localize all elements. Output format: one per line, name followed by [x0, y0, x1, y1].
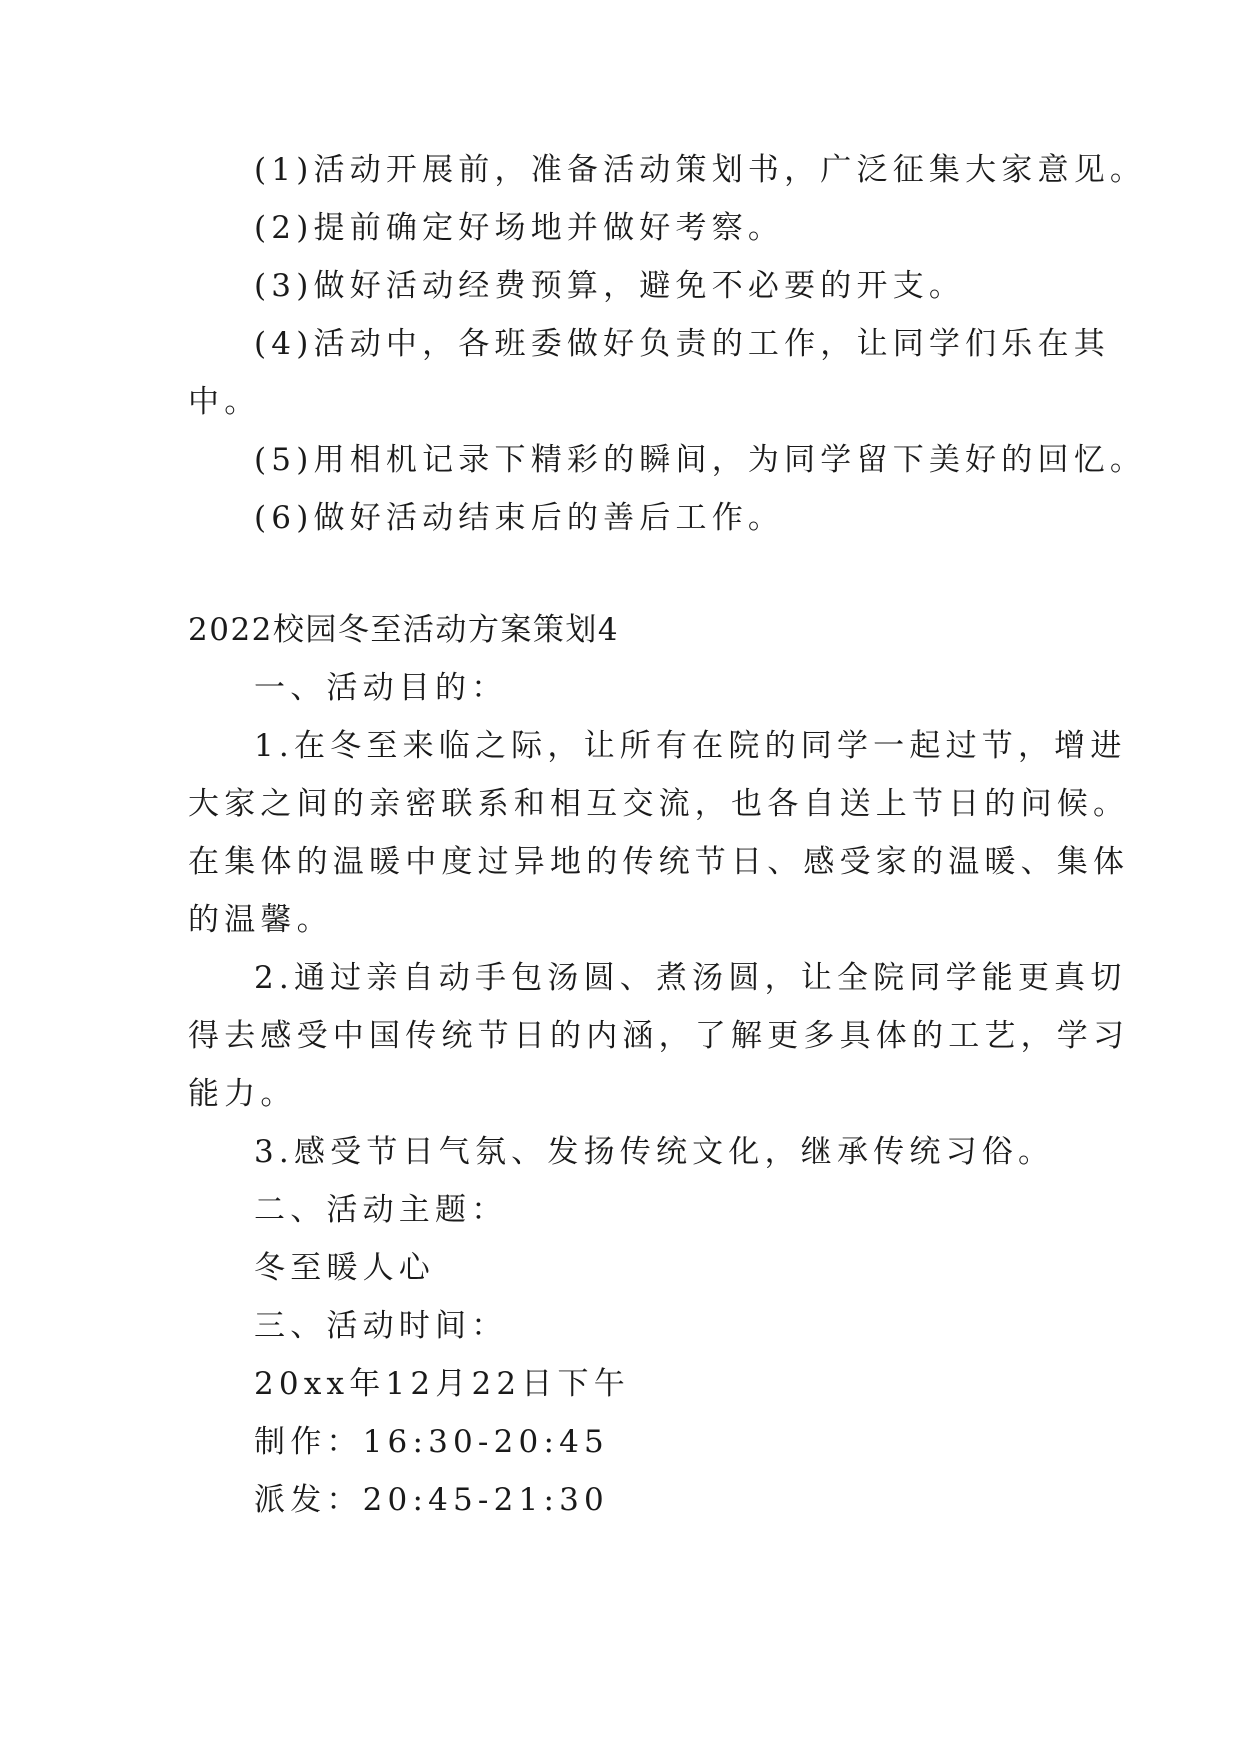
- paragraph-line: 2.通过亲自动手包汤圆、煮汤圆，让全院同学能更真切: [254, 960, 1127, 996]
- section-heading: 一、活动目的：: [254, 670, 508, 706]
- section-heading: 二、活动主题：: [254, 1192, 508, 1228]
- list-item: (1)活动开展前，准备活动策划书，广泛征集大家意见。: [254, 152, 1147, 188]
- section-heading: 三、活动时间：: [254, 1308, 508, 1344]
- paragraph-line: 3.感受节日气氛、发扬传统文化，继承传统习俗。: [254, 1134, 1055, 1170]
- list-item: (3)做好活动经费预算，避免不必要的开支。: [254, 268, 966, 304]
- paragraph-line: 1.在冬至来临之际，让所有在院的同学一起过节，增进: [254, 728, 1127, 764]
- list-item: (6)做好活动结束后的善后工作。: [254, 500, 785, 536]
- list-item: (5)用相机记录下精彩的瞬间，为同学留下美好的回忆。: [254, 442, 1147, 478]
- list-item: (2)提前确定好场地并做好考察。: [254, 210, 785, 246]
- paragraph-line: 得去感受中国传统节日的内涵，了解更多具体的工艺，学习: [188, 1018, 1130, 1054]
- list-item-continuation: 中。: [188, 384, 261, 420]
- paragraph-line: 在集体的温暖中度过异地的传统节日、感受家的温暖、集体: [188, 844, 1130, 880]
- paragraph-line: 能力。: [188, 1076, 297, 1112]
- schedule-make: 制作：16:30-20:45: [254, 1424, 609, 1460]
- event-date: 20xx年12月22日下午: [254, 1366, 630, 1402]
- paragraph-line: 大家之间的亲密联系和相互交流，也各自送上节日的问候。: [188, 786, 1130, 822]
- theme-text: 冬至暖人心: [254, 1250, 435, 1286]
- schedule-send: 派发：20:45-21:30: [254, 1482, 609, 1518]
- list-item: (4)活动中，各班委做好负责的工作，让同学们乐在其: [254, 326, 1110, 362]
- paragraph-line: 的温馨。: [188, 902, 333, 938]
- section-title: 2022校园冬至活动方案策划4: [188, 612, 620, 648]
